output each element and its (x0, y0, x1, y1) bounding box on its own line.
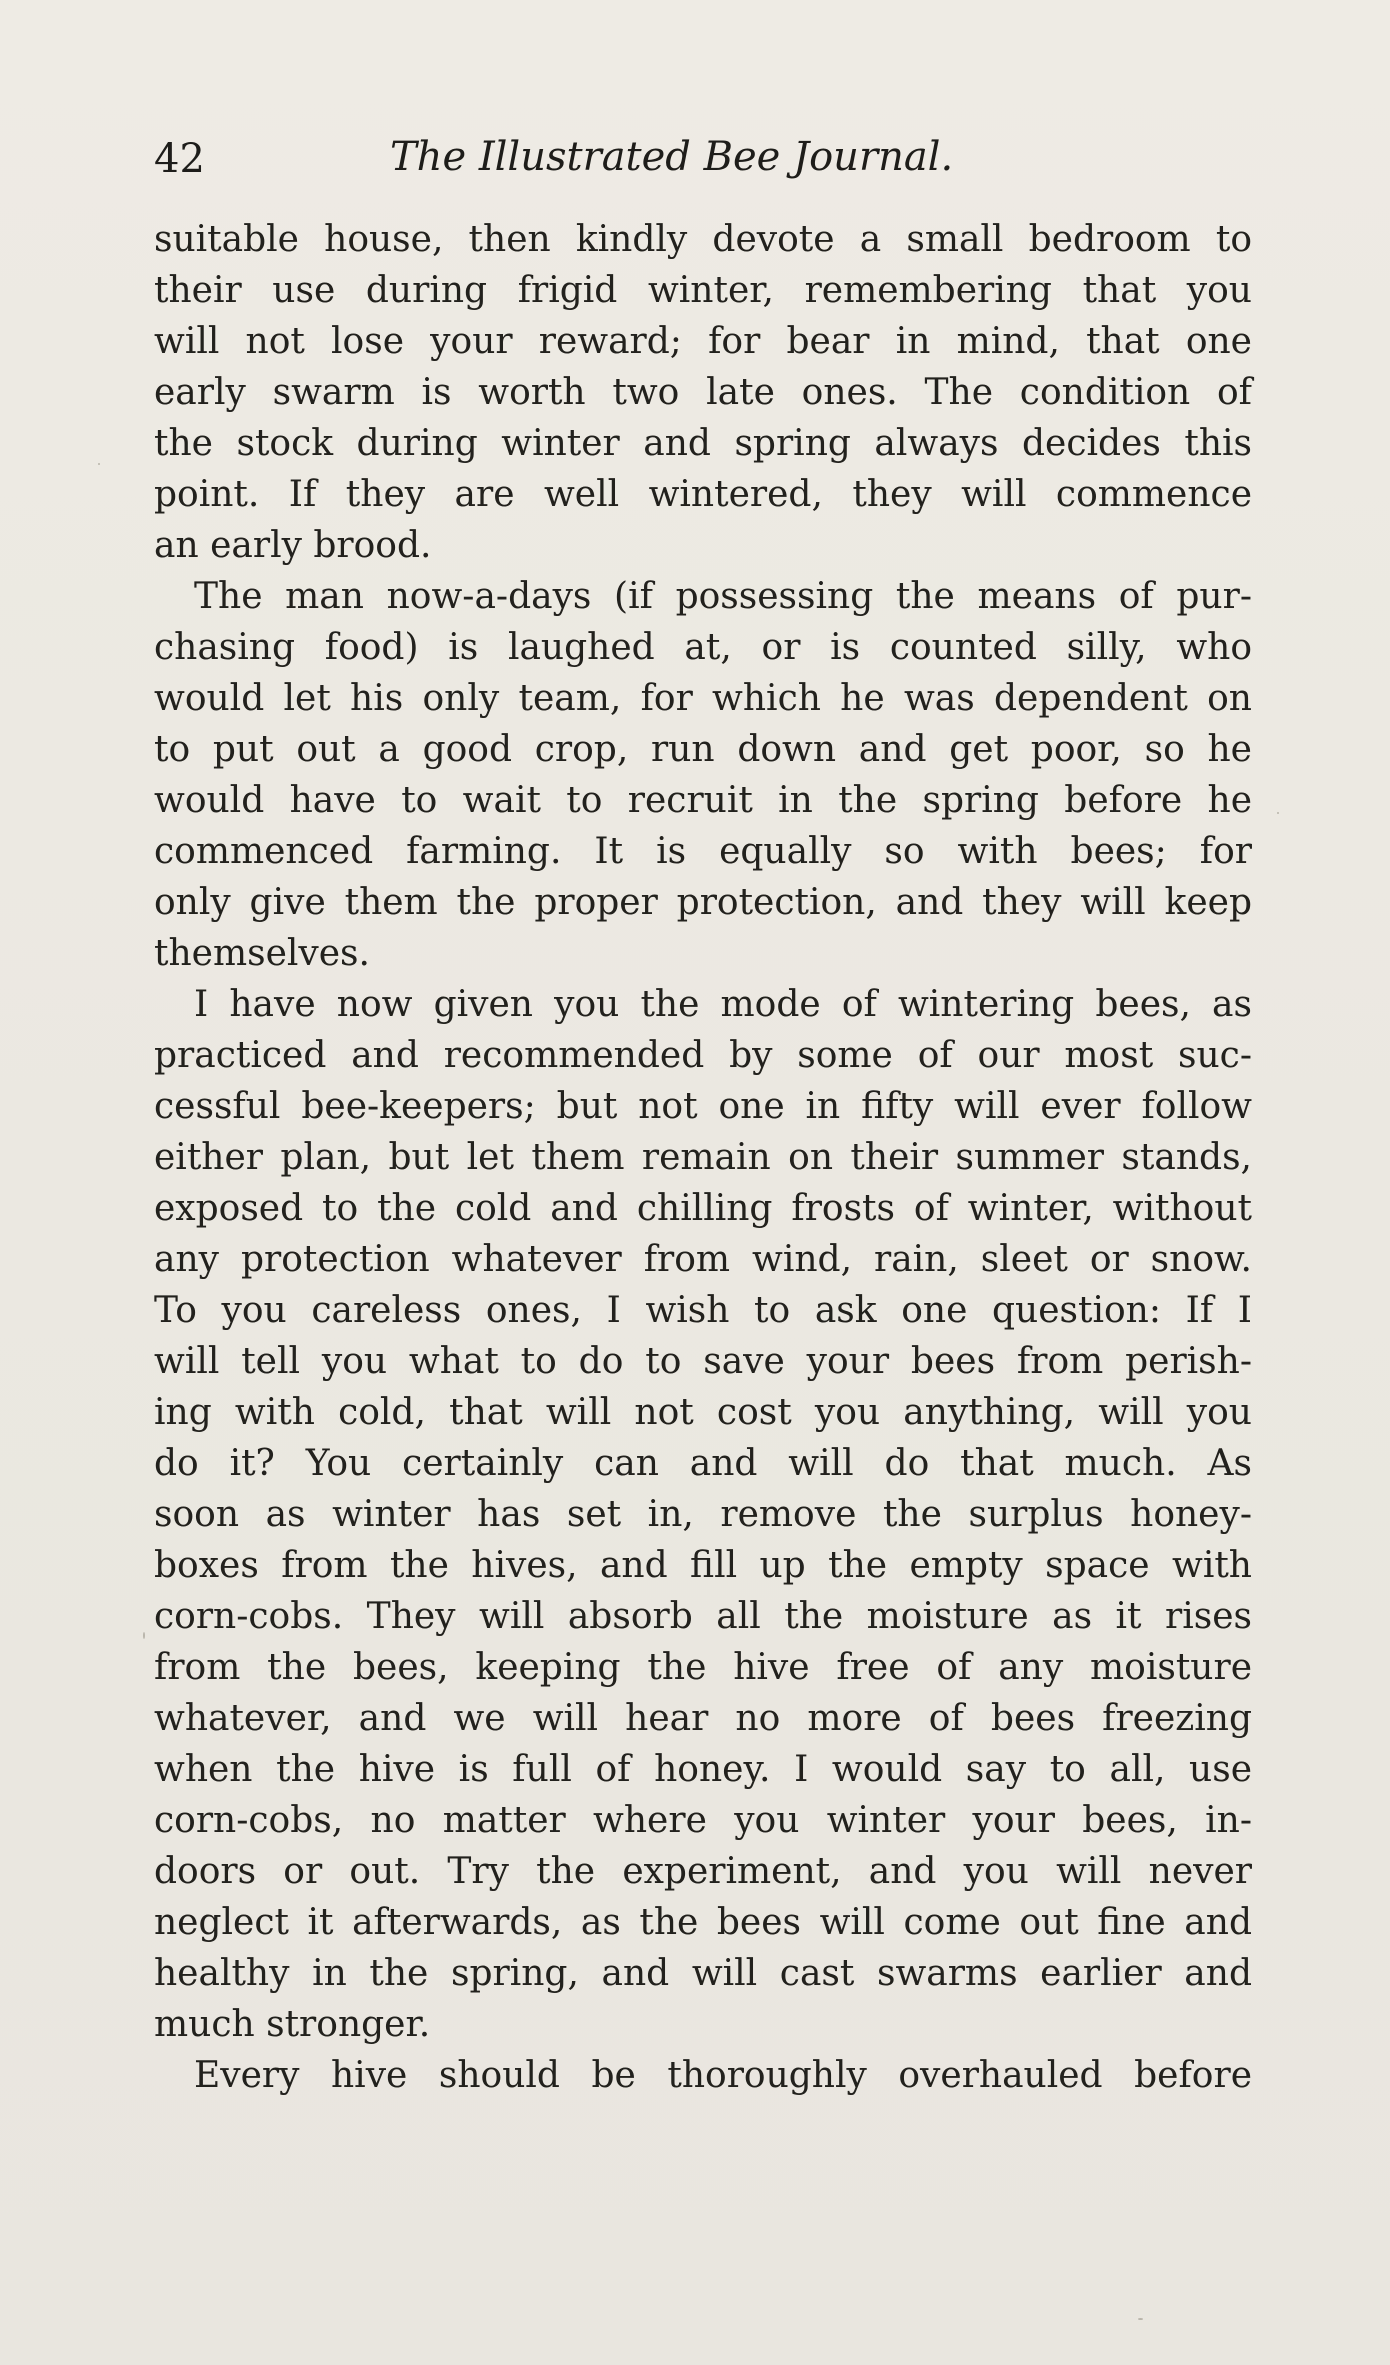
text-line: suitable house, then kindly devote a small bedroom to (154, 219, 1252, 260)
text-line: will not lose your reward; for bear in mind, that one (154, 321, 1252, 362)
text-line: their use during frigid winter, remembering that you (154, 270, 1252, 311)
paper-speck (143, 1632, 145, 1639)
text-line: soon as winter has set in, remove the surplus honey- (154, 1494, 1252, 1535)
text-line: would have to wait to recruit in the spring before he (154, 780, 1252, 821)
text-line: either plan, but let them remain on their summer stands, (154, 1137, 1252, 1178)
text-line: whatever, and we will hear no more of bees freezing (154, 1698, 1252, 1739)
text-line: I have now given you the mode of wintering bees, as (194, 984, 1252, 1025)
text-line: themselves. (154, 933, 370, 974)
text-line: early swarm is worth two late ones. The condition of (154, 372, 1252, 413)
text-line: commenced farming. It is equally so with bees; for (154, 831, 1252, 872)
text-line: would let his only team, for which he was dependent on (154, 678, 1252, 719)
text-line: boxes from the hives, and fill up the empty space with (154, 1545, 1252, 1586)
text-line: point. If they are well wintered, they will commence (154, 474, 1253, 515)
text-line: any protection whatever from wind, rain, sleet or snow. (154, 1239, 1252, 1280)
text-line: to put out a good crop, run down and get poor, so he (154, 729, 1252, 770)
body-text (154, 214, 1252, 2101)
text-line: exposed to the cold and chilling frosts of winter, without (154, 1188, 1252, 1229)
text-line: an early brood. (154, 525, 432, 566)
text-line: chasing food) is laughed at, or is counted silly, who (154, 627, 1252, 668)
text-line: corn-cobs, no matter where you winter your bees, in- (154, 1800, 1252, 1841)
text-line: neglect it afterwards, as the bees will come out fine and (154, 1902, 1252, 1943)
text-line: healthy in the spring, and will cast swarms earlier and (154, 1953, 1252, 1994)
text-line: doors or out. Try the experiment, and you will never (154, 1851, 1252, 1892)
running-title: The Illustrated Bee Journal. (390, 134, 954, 180)
page-number: 42 (154, 136, 205, 182)
text-line: practiced and recommended by some of our most suc- (154, 1035, 1252, 1076)
paper-speck (1138, 2318, 1143, 2320)
text-line: cessful bee-keepers; but not one in fifty will ever follow (154, 1086, 1252, 1127)
text-line: The man now-a-days (if possessing the means of pur- (194, 576, 1252, 617)
text-line: from the bees, keeping the hive free of any moisture (154, 1647, 1252, 1688)
text-line: To you careless ones, I wish to ask one question: If I (154, 1290, 1252, 1331)
paper-speck (1277, 812, 1279, 814)
text-line: ing with cold, that will not cost you anything, will you (154, 1392, 1252, 1433)
text-line: much stronger. (154, 2004, 431, 2045)
text-line: when the hive is full of honey. I would say to all, use (154, 1749, 1253, 1790)
text-line: only give them the proper protection, and they will keep (154, 882, 1252, 923)
text-line: will tell you what to do to save your bees from perish- (154, 1341, 1253, 1382)
paper-speck (98, 463, 100, 465)
text-line: corn-cobs. They will absorb all the moisture as it rises (154, 1596, 1252, 1637)
text-line: Every hive should be thoroughly overhauled before (194, 2055, 1252, 2096)
text-line: do it? You certainly can and will do that much. As (154, 1443, 1252, 1484)
text-line: the stock during winter and spring always decides this (154, 423, 1252, 464)
page-header (154, 130, 1258, 190)
